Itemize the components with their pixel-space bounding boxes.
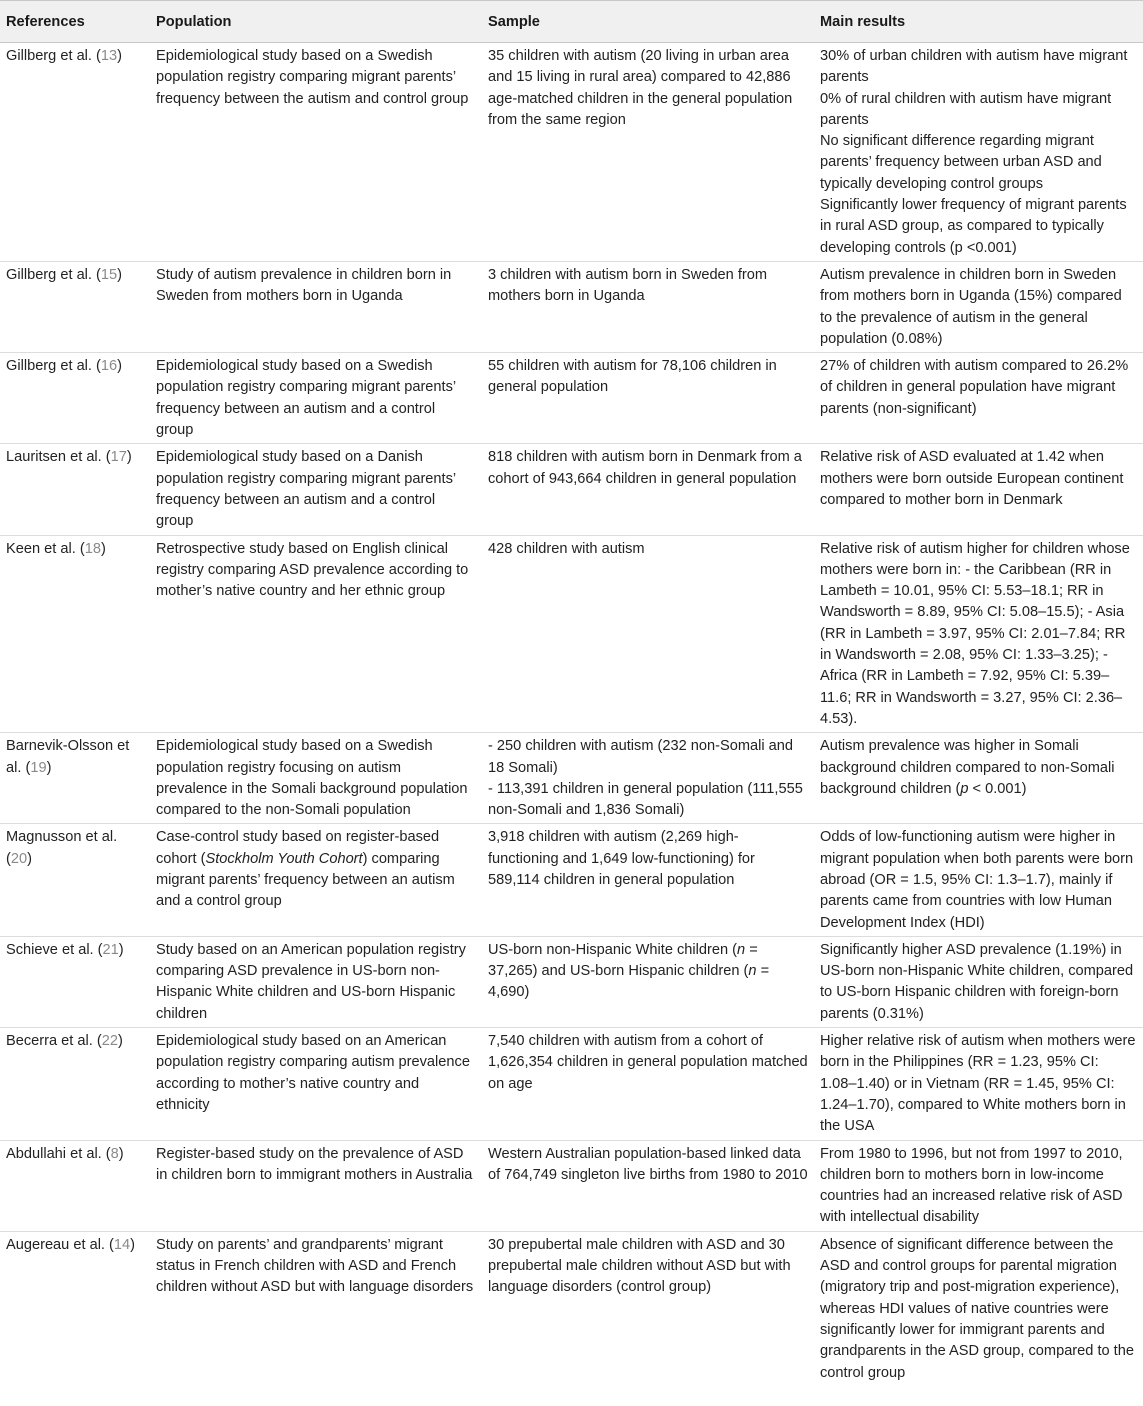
results-cell: 27% of children with autism compared to 26.2% of children in general population have migrant parents (non-significant) bbox=[814, 353, 1143, 444]
reference-link[interactable]: 13 bbox=[100, 48, 118, 64]
reference-cell: Gillberg et al. (15) bbox=[0, 261, 150, 352]
population-cell: Study of autism prevalence in children born in Sweden from mothers born in Uganda bbox=[150, 261, 482, 352]
reference-link[interactable]: 17 bbox=[110, 449, 127, 466]
population-cell: Epidemiological study based on a Swedish population registry comparing migrant parents’ frequency between the autism and control group bbox=[150, 43, 482, 262]
results-cell: 30% of urban children with autism have migrant parents 0% of rural children with autism have migrant parents No significant difference regarding migrant parents’ frequency between urban ASD and typically developing control groups Significantly lower frequency of migrant parents in rural ASD group, as compared to typically developing controls (p <0.001) bbox=[814, 43, 1143, 262]
sample-cell: 35 children with autism (20 living in urban area and 15 living in rural area) compared to 42,886 age-matched children in the general population from the same region bbox=[482, 43, 814, 262]
sample-cell: 7,540 children with autism from a cohort of 1,626,354 children in general population matched on age bbox=[482, 1028, 814, 1140]
reference-cell: Barnevik-Olsson et al. (19) bbox=[0, 733, 150, 824]
reference-link[interactable]: 22 bbox=[101, 1033, 118, 1050]
table-row bbox=[0, 1231, 1143, 1386]
population-cell: Epidemiological study based on a Swedish population registry comparing migrant parents’ frequency between an autism and a control group bbox=[150, 353, 482, 444]
table-row bbox=[0, 936, 1143, 1027]
sample-cell: - 250 children with autism (232 non-Somali and 18 Somali) - 113,391 children in general population (111,555 non-Somali and 1,836 Somali) bbox=[482, 733, 814, 824]
reference-cell: Lauritsen et al. (17) bbox=[0, 444, 150, 535]
results-cell: Higher relative risk of autism when mothers were born in the Philippines (RR = 1.23, 95% CI: 1.08–1.40) or in Vietnam (RR = 1.45, 95% CI: 1.24–1.70), compared to White mothers born in the USA bbox=[814, 1028, 1143, 1140]
reference-link[interactable]: 14 bbox=[113, 1236, 131, 1253]
reference-cell: Abdullahi et al. (8) bbox=[0, 1140, 150, 1231]
results-cell: Significantly higher ASD prevalence (1.19%) in US-born non-Hispanic White children, compared to US-born Hispanic children with foreign-born parents (0.31%) bbox=[814, 936, 1143, 1027]
population-cell: Epidemiological study based on a Swedish population registry focusing on autism prevalence in the Somali background population compared to the non-Somali population bbox=[150, 733, 482, 824]
header-references: References bbox=[0, 1, 150, 43]
reference-cell: Gillberg et al. (13) bbox=[0, 43, 150, 262]
table-row bbox=[0, 43, 1143, 262]
sample-cell: Western Australian population-based linked data of 764,749 singleton live births from 1980 to 2010 bbox=[482, 1140, 814, 1231]
table-row bbox=[0, 1140, 1143, 1231]
population-cell: Retrospective study based on English clinical registry comparing ASD prevalence according to mother’s native country and her ethnic group bbox=[150, 535, 482, 733]
reference-cell: Augereau et al. (14) bbox=[6, 1236, 136, 1253]
reference-cell: Gillberg et al. (16) bbox=[0, 353, 150, 444]
table-row bbox=[0, 353, 1143, 444]
header-row bbox=[0, 1, 1143, 43]
population-cell: Study on parents’ and grandparents’ migrant status in French children with ASD and French children without ASD but with language disorders bbox=[156, 1236, 474, 1296]
reference-cell: Becerra et al. (22) bbox=[0, 1028, 150, 1140]
population-cell: Epidemiological study based on a Danish population registry comparing migrant parents’ frequency between an autism and a control group bbox=[150, 444, 482, 535]
results-cell: From 1980 to 1996, but not from 1997 to 2010, children born to mothers born in low-income countries had an increased relative risk of ASD with intellectual disability bbox=[814, 1140, 1143, 1231]
results-cell: Absence of significant difference between the ASD and control groups for parental migration (migratory trip and post-migration experience), whereas HDI values of native countries were significantly lower for immigrant parents and grandparents in the ASD group, compared to the control group bbox=[820, 1236, 1134, 1381]
table-row bbox=[0, 824, 1143, 936]
reference-link[interactable]: 19 bbox=[30, 759, 47, 776]
sample-cell: 818 children with autism born in Denmark from a cohort of 943,664 children in general population bbox=[482, 444, 814, 535]
sample-cell: 55 children with autism for 78,106 children in general population bbox=[482, 353, 814, 444]
sample-cell: 30 prepubertal male children with ASD and 30 prepubertal male children without ASD but with language disorders (control group) bbox=[488, 1236, 791, 1296]
results-cell: Relative risk of autism higher for children whose mothers were born in: - the Caribbean (RR in Lambeth = 10.01, 95% CI: 5.53–18.1; RR in Wandsworth = 8.89, 95% CI: 5.08–15.5); - Asia (RR in Lambeth = 3.97, 95% CI: 2.01–7.84; RR in Wandsworth = 2.08, 95% CI: 1.33–3.25); - Africa (RR in Lambeth = 7.92, 95% CI: 5.39–11.6; RR in Wandsworth = 3.27, 95% CI: 2.36–4.53). bbox=[814, 535, 1143, 733]
reference-link[interactable]: 21 bbox=[102, 941, 119, 958]
results-cell: Relative risk of ASD evaluated at 1.42 when mothers were born outside European continent compared to mother born in Denmark bbox=[814, 444, 1143, 535]
header-sample: Sample bbox=[482, 1, 814, 43]
sample-cell: 3 children with autism born in Sweden from mothers born in Uganda bbox=[482, 261, 814, 352]
results-cell: Odds of low-functioning autism were higher in migrant population when both parents were born abroad (OR = 1.5, 95% CI: 1.3–1.7), mainly if parents came from countries with low Human Development Index (HDI) bbox=[814, 824, 1143, 936]
header-main-results: Main results bbox=[814, 1, 1143, 43]
results-cell: Autism prevalence was higher in Somali background children compared to non-Somali background children (p < 0.001) bbox=[814, 733, 1143, 824]
sample-cell: 428 children with autism bbox=[482, 535, 814, 733]
table-row bbox=[0, 535, 1143, 733]
reference-link[interactable]: 20 bbox=[10, 850, 28, 867]
reference-link[interactable]: 16 bbox=[100, 358, 118, 375]
population-cell: Case-control study based on register-based cohort (Stockholm Youth Cohort) comparing migrant parents’ frequency between an autism and a control group bbox=[150, 824, 482, 936]
population-cell: Register-based study on the prevalence of ASD in children born to immigrant mothers in Australia bbox=[150, 1140, 482, 1231]
table-row bbox=[0, 444, 1143, 535]
population-cell: Study based on an American population registry comparing ASD prevalence in US-born non-Hispanic White children and US-born Hispanic children bbox=[150, 936, 482, 1027]
table-row bbox=[0, 261, 1143, 352]
results-cell: Autism prevalence in children born in Sweden from mothers born in Uganda (15%) compared to the prevalence of autism in the general population (0.08%) bbox=[814, 261, 1143, 352]
header-population: Population bbox=[150, 1, 482, 43]
table-row bbox=[0, 733, 1143, 824]
reference-link[interactable]: 18 bbox=[84, 540, 101, 557]
reference-link[interactable]: 8 bbox=[110, 1145, 119, 1162]
reference-cell: Schieve et al. (21) bbox=[0, 936, 150, 1027]
reference-cell: Keen et al. (18) bbox=[0, 535, 150, 733]
sample-cell: 3,918 children with autism (2,269 high-functioning and 1,649 low-functioning) for 589,114 children in general population bbox=[482, 824, 814, 936]
reference-cell: Magnusson et al. (20) bbox=[0, 824, 150, 936]
sample-cell: US-born non-Hispanic White children (n = 37,265) and US-born Hispanic children (n = 4,690) bbox=[482, 936, 814, 1027]
reference-link[interactable]: 15 bbox=[100, 266, 118, 283]
population-cell: Epidemiological study based on an American population registry comparing autism prevalence according to mother’s native country and ethnicity bbox=[150, 1028, 482, 1140]
table-row bbox=[0, 1028, 1143, 1140]
